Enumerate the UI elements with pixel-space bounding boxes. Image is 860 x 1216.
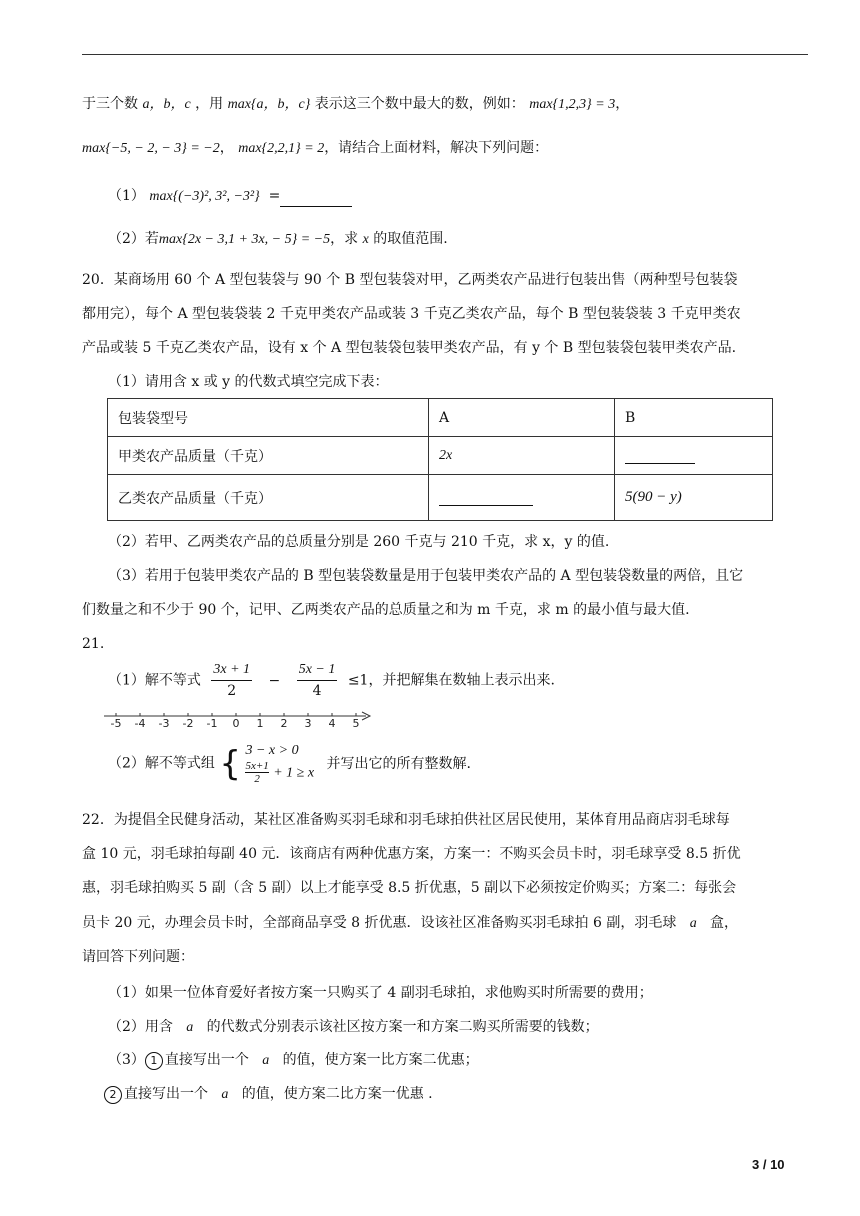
math-var: x <box>362 232 369 247</box>
text: 直接写出一个 <box>124 1086 208 1102</box>
p22-line-4 <box>82 913 738 934</box>
table-cell-label: 乙类农产品质量（千克） <box>108 475 429 521</box>
header-rule <box>82 54 808 55</box>
text: 于三个数 <box>82 96 138 112</box>
axis-tick-label: -5 <box>110 717 122 730</box>
p19-line-2 <box>82 138 548 159</box>
text: 盒， <box>710 915 739 931</box>
text: （2）用含 <box>108 1019 173 1035</box>
fraction <box>245 760 268 785</box>
table-header-cell: B <box>615 399 773 437</box>
math-example-3: max{2,2,1} = 2 <box>238 141 325 156</box>
text: ，求 <box>330 231 359 247</box>
question-label: （1） <box>108 188 145 204</box>
table-header-cell: 包装袋型号 <box>108 399 429 437</box>
p19-intro-line <box>82 94 629 115</box>
math-var: a <box>689 916 697 931</box>
axis-tick-label: 2 <box>280 717 288 730</box>
axis-tick-label: 3 <box>304 717 312 730</box>
table-row <box>108 475 773 521</box>
text: ，请结合上面材料，解决下列问题： <box>324 140 549 156</box>
inequality-system <box>245 742 314 785</box>
page-number: 3 / 10 <box>752 1157 785 1172</box>
axis-tick-label: 5 <box>352 717 360 730</box>
equals-sign: = <box>268 188 281 204</box>
numerator: 3x + 1 <box>211 660 252 681</box>
math-example-2: max{−5, − 2, − 3} = −2 <box>82 141 220 156</box>
axis-tick-label: -1 <box>206 717 218 730</box>
text: 的值，使方案一比方案二优惠； <box>282 1052 479 1068</box>
axis-tick-label: -4 <box>134 717 146 730</box>
p20-question-2: （2）若甲、乙两类农产品的总质量分别是 260 千克与 210 千克，求 x，y 的值. <box>108 534 610 550</box>
fraction-1 <box>211 660 252 701</box>
question-label: （3） <box>108 1052 145 1068</box>
text: 的值，使方案二比方案一优惠 . <box>241 1086 433 1102</box>
denominator: 2 <box>254 773 260 785</box>
math-expression: max{2x − 3,1 + 3x, − 5} = −5 <box>158 232 331 247</box>
fraction-2 <box>297 660 338 701</box>
number-line <box>100 706 376 732</box>
p21-number: 21. <box>82 636 105 652</box>
math-cell: 5(90 − y) <box>625 489 682 505</box>
table-cell <box>615 437 773 475</box>
text: ， <box>219 140 234 156</box>
p20-line-1: 20．某商场用 60 个 A 型包装袋与 90 个 B 型包装袋对甲，乙两类农产品进行包装出售（两种型号包装袋 <box>82 272 738 288</box>
p22-line-1: 22．为提倡全民健身活动，某社区准备购买羽毛球和羽毛球拍供社区居民使用，某体育用品商店羽毛球每 <box>82 812 730 828</box>
p22-line-5: 请回答下列问题： <box>82 949 194 965</box>
denominator: 2 <box>227 683 237 699</box>
math-expression: max{(−3)², 3², −3²} <box>149 189 260 204</box>
p20-line-3: 产品或装 5 千克乙类农产品，设有 x 个 A 型包装袋包装甲类农产品，有 y 个 B 型包装袋包装甲类农产品. <box>82 340 737 356</box>
table-header-cell: A <box>429 399 615 437</box>
p22-question-2 <box>108 1017 599 1038</box>
p20-question-3a: （3）若用于包装甲类农产品的 B 型包装袋数量是用于包装甲类农产品的 A 型包装袋数量的两倍，且它 <box>108 568 744 584</box>
math-set: {a，b，c} <box>250 97 311 112</box>
axis-tick-label: -2 <box>182 717 194 730</box>
text: ， <box>615 96 630 112</box>
p20-question-1: （1）请用含 x 或 y 的代数式填空完成下表： <box>108 374 389 390</box>
text: 表示这三个数中最大的数，例如： <box>314 96 525 112</box>
p22-line-2: 盒 10 元，羽毛球拍每副 40 元．该商店有两种优惠方案，方案一：不购买会员卡时，羽毛球享受 8.5 折优 <box>82 846 741 862</box>
axis-tick-label: -3 <box>158 717 170 730</box>
numerator: 5x+1 <box>245 760 269 772</box>
left-brace-icon: { <box>219 743 242 784</box>
p22-question-3-2 <box>104 1084 433 1105</box>
math-var: a <box>186 1020 194 1035</box>
text: 并写出它的所有整数解. <box>326 755 471 772</box>
text: ≤1，并把解集在数轴上表示出来. <box>347 672 555 689</box>
axis-tick-label: 4 <box>328 717 336 730</box>
math-rest: + 1 ≥ x <box>273 765 315 781</box>
answer-blank <box>280 192 352 207</box>
p21-question-1 <box>108 660 555 701</box>
p21-question-2 <box>108 742 471 785</box>
table-cell-label: 甲类农产品质量（千克） <box>108 437 429 475</box>
answer-blank <box>439 491 533 506</box>
table-cell <box>429 437 615 475</box>
circled-two: 2 <box>104 1086 122 1104</box>
numerator: 5x − 1 <box>297 660 338 681</box>
inequality-1: 3 − x > 0 <box>245 743 299 758</box>
p22-question-3-1 <box>108 1050 479 1071</box>
p19-question-1 <box>108 186 352 207</box>
question-label: （2）解不等式组 <box>108 755 215 772</box>
table-cell <box>615 475 773 521</box>
table-row <box>108 437 773 475</box>
axis-tick-label: 1 <box>256 717 264 730</box>
inequality-2 <box>245 760 314 785</box>
table-cell <box>429 475 615 521</box>
table-header-row <box>108 399 773 437</box>
answer-blank <box>625 449 695 464</box>
denominator: 4 <box>312 683 322 699</box>
text: 的代数式分别表示该社区按方案一和方案二购买所需要的钱数； <box>206 1019 599 1035</box>
math-example-1: max{1,2,3} = 3 <box>529 97 616 112</box>
circled-one: 1 <box>145 1052 163 1070</box>
text: 直接写出一个 <box>164 1052 249 1068</box>
question-label: （1）解不等式 <box>108 672 201 689</box>
math-vars: a，b，c <box>142 97 191 112</box>
math-max: max <box>227 97 251 112</box>
minus-sign: − <box>268 672 281 689</box>
math-var: a <box>262 1053 270 1068</box>
packaging-table <box>107 398 773 521</box>
math-var: a <box>221 1087 229 1102</box>
p22-line-3: 惠，羽毛球拍购买 5 副（含 5 副）以上才能享受 8.5 折优惠，5 副以下必须按定价购买；方案二：每张会 <box>82 880 737 896</box>
text: 的取值范围. <box>373 231 448 247</box>
p20-line-2: 都用完），每个 A 型包装袋装 2 千克甲类农产品或装 3 千克乙类农产品，每个 B 型包装袋装 3 千克甲类农 <box>82 306 741 322</box>
p19-question-2 <box>108 229 448 250</box>
math-cell: 2x <box>439 448 453 463</box>
question-label: （2）若 <box>108 231 159 247</box>
text: 员卡 20 元，办理会员卡时，全部商品享受 8 折优惠．设该社区准备购买羽毛球拍 6 副，羽毛球 <box>82 915 677 931</box>
p20-question-3b: 们数量之和不少于 90 个，记甲、乙两类农产品的总质量之和为 m 千克，求 m 的最小值与最大值. <box>82 602 690 618</box>
axis-tick-label: 0 <box>232 717 240 730</box>
text: ，用 <box>195 96 224 112</box>
p22-question-1: （1）如果一位体育爱好者按方案一只购买了 4 副羽毛球拍，求他购买时所需要的费用； <box>108 985 653 1001</box>
